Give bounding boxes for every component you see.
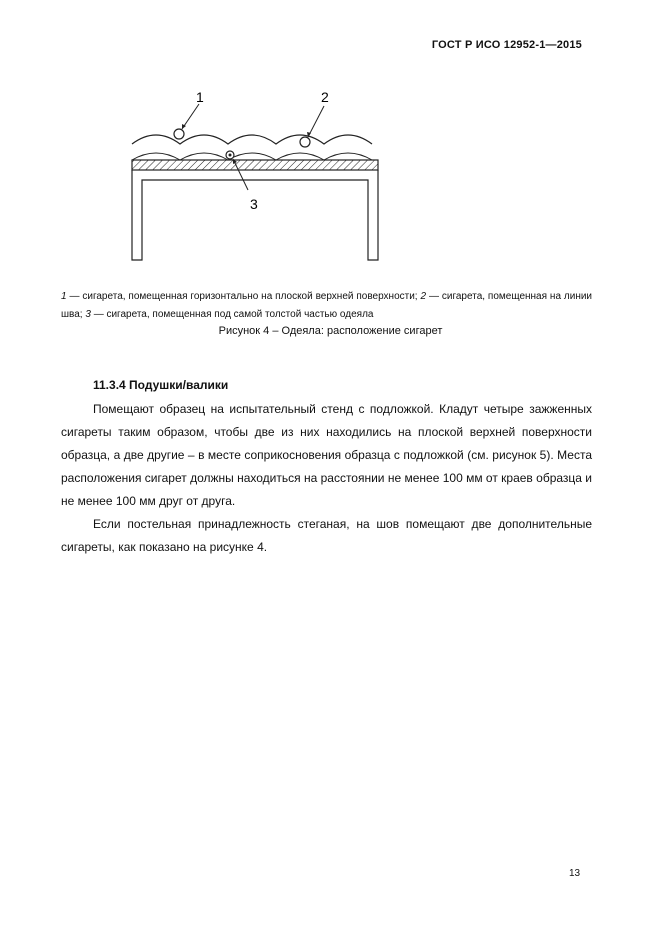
legend-num-2: 2 [420, 291, 427, 302]
cigarette-2 [300, 137, 310, 147]
callout-2: 2 [321, 89, 329, 105]
legend-num-1: 1 [61, 291, 67, 302]
blanket-top-surface [132, 135, 372, 144]
substrate-hatched [132, 160, 378, 170]
figure-blanket-diagram [120, 82, 390, 272]
leader-1 [182, 104, 199, 129]
legend-text-2: — сигарета, помещенная на линии шва; [61, 291, 593, 320]
figure-legend [61, 288, 592, 324]
leader-2 [308, 106, 324, 137]
section-body [61, 398, 592, 559]
figure-title: Рисунок 4 – Одеяла: расположение сигарет [218, 325, 443, 337]
section-heading: 11.3.4 Подушки/валики [93, 378, 229, 392]
test-stand-frame [132, 170, 378, 260]
document-header: ГОСТ Р ИСО 12952-1—2015 [431, 39, 582, 51]
legend-text-1: — сигарета, помещенная горизонтально на плоской верхней поверхности; [69, 291, 418, 302]
paragraph: Помещают образец на испытательный стенд с подложкой. Кладут четыре зажженных сигареты таким образом, чтобы две из них находились на плоской верхней поверхности образца, а две другие – в месте соприкосновения образца с подложкой (см. рисунок 5). Места расположения сигарет должны находиться на расстоянии не менее 100 мм от краев образца и не менее 100 мм друг от друга. [61, 402, 592, 508]
callout-1: 1 [196, 89, 204, 105]
blanket-bottom-surface [132, 153, 372, 160]
callout-3: 3 [250, 196, 258, 212]
legend-text-3: — сигарета, помещенная под самой толстой частью одеяла [93, 309, 374, 320]
paragraph: Если постельная принадлежность стеганая, на шов помещают две дополнительные сигареты, как показано на рисунке 4. [61, 517, 592, 554]
legend-num-3: 3 [85, 309, 91, 320]
page-number: 13 [569, 868, 581, 879]
cigarette-1 [174, 129, 184, 139]
